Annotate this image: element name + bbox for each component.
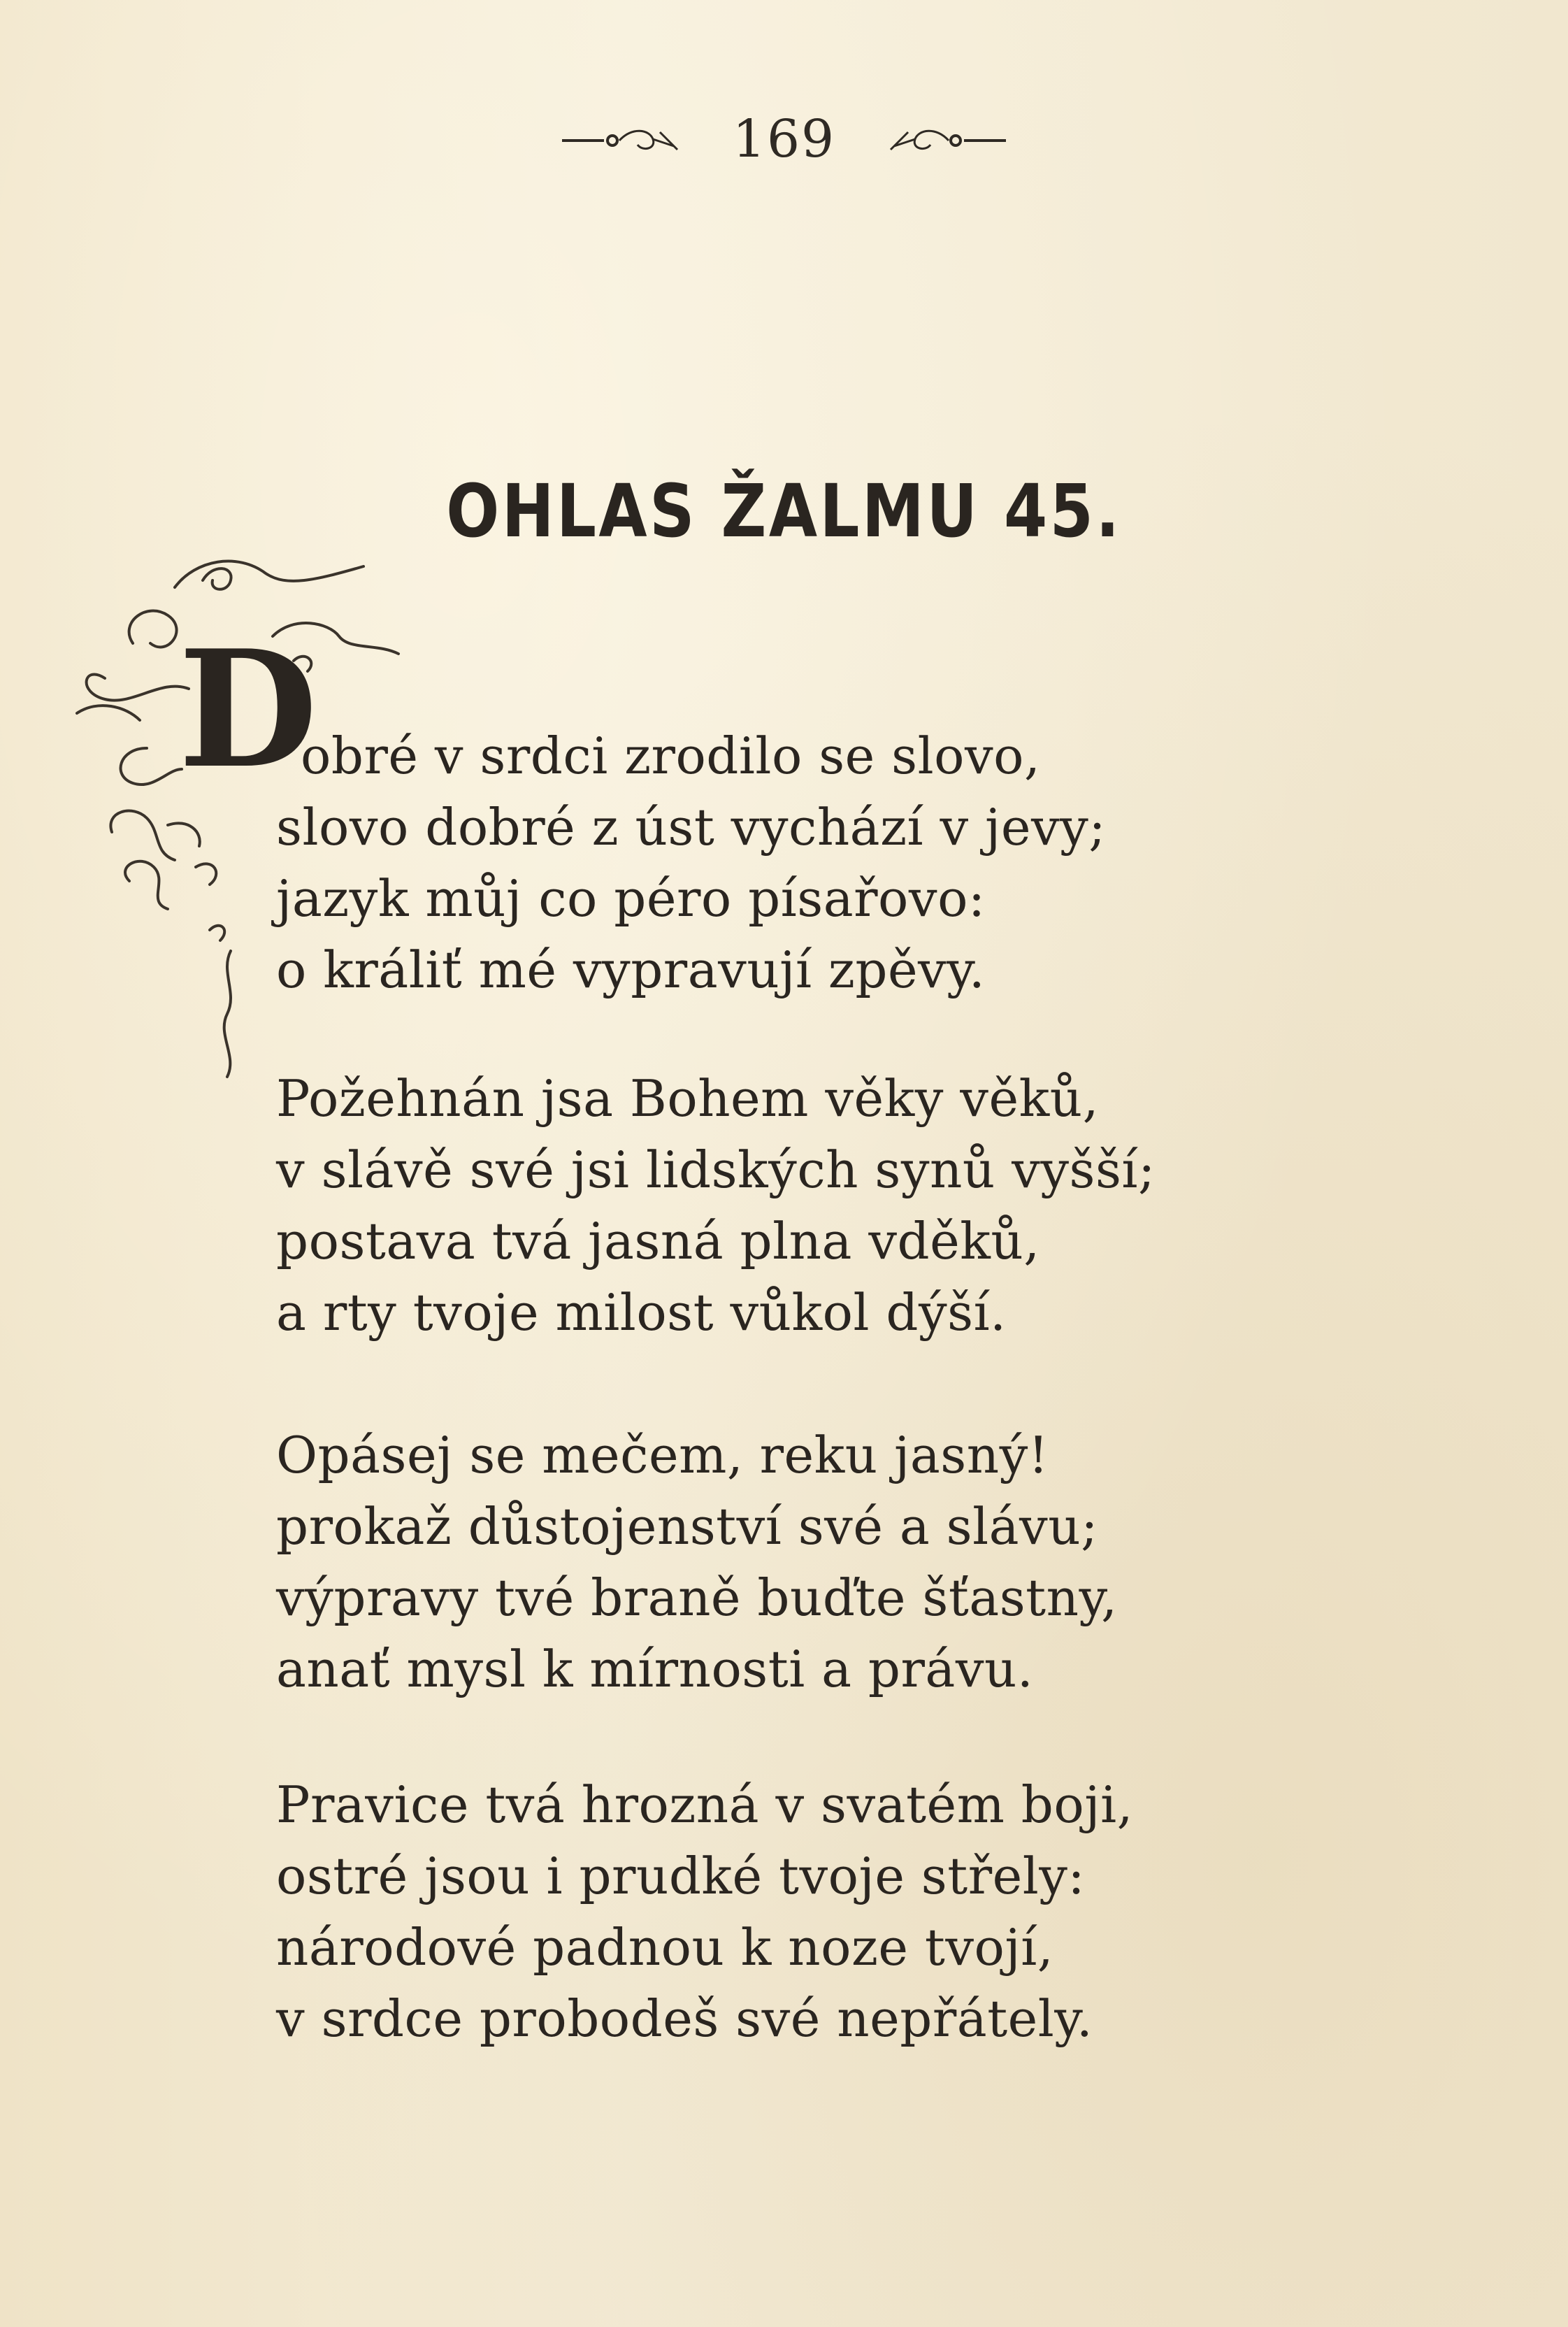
verse-line: Požehnán jsa Bohem věky věků,	[276, 1069, 1099, 1128]
verse-line: prokaž důstojenství své a slávu;	[276, 1497, 1098, 1556]
page-number-header	[0, 105, 1568, 169]
drop-cap-initial: D	[178, 615, 318, 804]
verse-line: Pravice tvá hrozná v svatém boji,	[276, 1775, 1133, 1834]
verse-line: Opásej se mečem, reku jasný!	[276, 1426, 1049, 1484]
verse-line: obré v srdci zrodilo se slovo,	[301, 726, 1041, 785]
verse-line: postava tvá jasná plna vděků,	[276, 1212, 1040, 1270]
verse-line: jazyk můj co péro písařovo:	[276, 869, 986, 928]
stanza-4	[276, 1769, 1499, 2054]
verse-line: v slávě své jsi lidských synů vyšší;	[276, 1140, 1156, 1199]
left-flourish-icon	[555, 125, 695, 153]
verse-line: v srdce probodeš své nepřátely.	[276, 1989, 1093, 2048]
verse-line: o králiť mé vypravují zpěvy.	[276, 940, 986, 999]
stanza-1	[276, 720, 1499, 1005]
stanza-2	[276, 1063, 1499, 1348]
verse-line: anať mysl k mírnosti a právu.	[276, 1640, 1034, 1698]
page-number: 169	[732, 108, 836, 169]
verse-line: národové padnou k noze tvojí,	[276, 1918, 1054, 1977]
right-flourish-icon	[873, 125, 1013, 153]
verse-line: ostré jsou i prudké tvoje střely:	[276, 1847, 1086, 1905]
poem-title: OHLAS ŽALMU 45.	[446, 468, 1122, 554]
verse-line: výpravy tvé braně buďte šťastny,	[276, 1568, 1118, 1627]
verse-line: slovo dobré z úst vychází v jevy;	[276, 798, 1107, 857]
verse-line: a rty tvoje milost vůkol dýší.	[276, 1283, 1007, 1342]
stanza-3	[276, 1419, 1499, 1705]
